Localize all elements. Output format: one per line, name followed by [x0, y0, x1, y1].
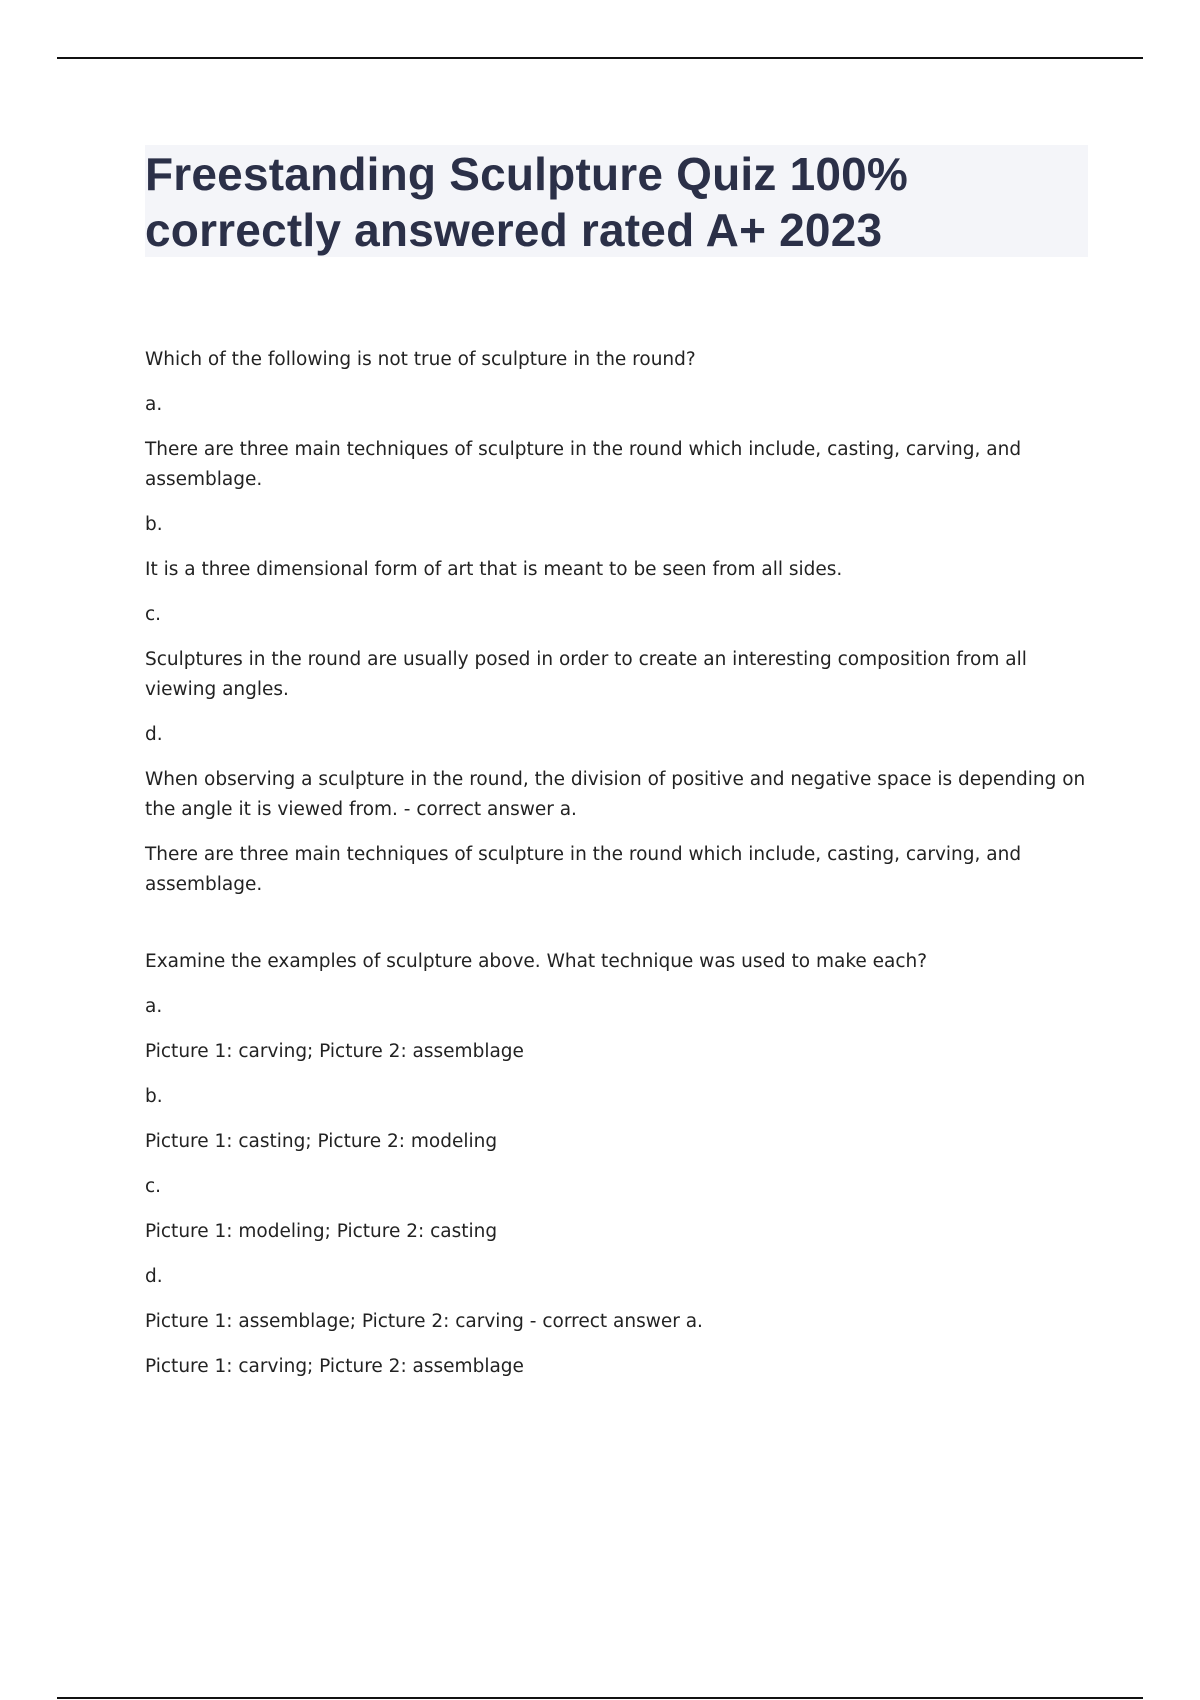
option-text-c: Sculptures in the round are usually posed in order to create an interesting composition from all viewing angles. [145, 649, 1027, 700]
title-banner [145, 145, 1088, 257]
option-label-c: c. [145, 604, 162, 625]
option-text-d-with-answer: Picture 1: assemblage; Picture 2: carving - correct answer a. [145, 1311, 703, 1332]
question-2 [145, 947, 1090, 1382]
answer-text: There are three main techniques of sculpture in the round which include, casting, carving, and assemblage. [145, 844, 1022, 895]
question-prompt: Examine the examples of sculpture above. What technique was used to make each? [145, 951, 928, 972]
option-label-d: d. [145, 1266, 163, 1287]
option-label-b: b. [145, 514, 163, 535]
option-label-a: a. [145, 996, 163, 1017]
answer-text: Picture 1: carving; Picture 2: assemblage [145, 1356, 524, 1377]
question-prompt: Which of the following is not true of sculpture in the round? [145, 349, 696, 370]
option-text-b: It is a three dimensional form of art that is meant to be seen from all sides. [145, 559, 843, 580]
option-label-a: a. [145, 394, 163, 415]
option-text-a: There are three main techniques of sculpture in the round which include, casting, carving, and assemblage. [145, 439, 1022, 490]
option-text-a: Picture 1: carving; Picture 2: assemblage [145, 1041, 524, 1062]
option-text-b: Picture 1: casting; Picture 2: modeling [145, 1131, 498, 1152]
option-text-d-with-answer: When observing a sculpture in the round, the division of positive and negative space is depending on the angle it is viewed from. - correct answer a. [145, 769, 1086, 820]
option-label-b: b. [145, 1086, 163, 1107]
question-1 [145, 345, 1090, 900]
option-label-c: c. [145, 1176, 162, 1197]
option-text-c: Picture 1: modeling; Picture 2: casting [145, 1221, 498, 1242]
document-title: Freestanding Sculpture Quiz 100% correctly answered rated A+ 2023 [145, 148, 909, 256]
bottom-rule [57, 1697, 1143, 1699]
quiz-content [145, 345, 1090, 1397]
option-label-d: d. [145, 724, 163, 745]
top-rule [57, 57, 1143, 59]
